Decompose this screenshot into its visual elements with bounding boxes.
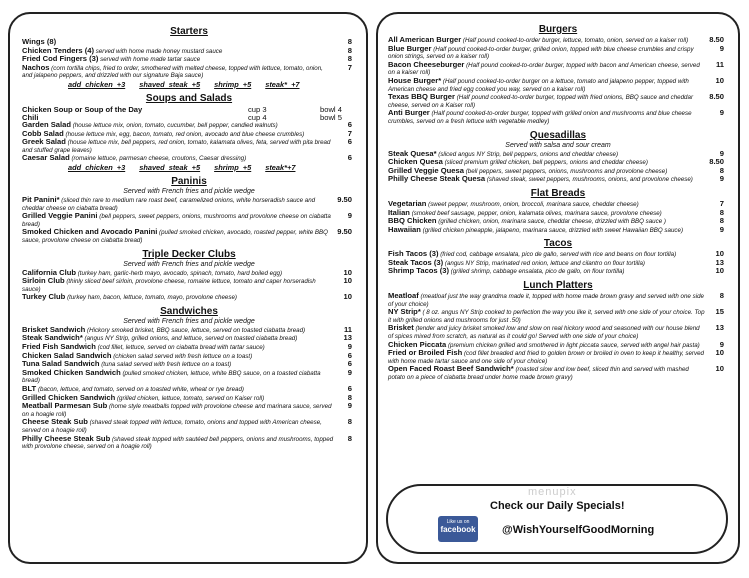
menu-item (388, 324, 728, 340)
menu-item-description: served with home made honey mustard sauce (95, 47, 223, 55)
menu-item-name: Cobb Salad (22, 128, 64, 138)
menu-item-description: (thinly sliced beef sirloin, provolone cheese, romaine lettuce, tomato and caper horseradish sauce) (22, 278, 316, 293)
starters-addons (68, 80, 356, 89)
menu-item-price: 9 (719, 43, 724, 53)
menu-item-price: 9 (347, 342, 352, 352)
menu-item (22, 121, 356, 130)
menu-item-name: BLT (22, 384, 37, 394)
menu-item-price: 10 (715, 364, 724, 374)
menu-item-description: (shaved steak, sweet peppers, mushrooms, onions, and provolone cheese) (486, 176, 693, 184)
menu-item-name: BBQ Chicken (388, 216, 437, 226)
menu-item (388, 45, 728, 61)
menu-item-price: 6 (347, 350, 352, 360)
menu-item (22, 212, 356, 228)
menu-item-description: (grilled chicken pineapple, jalapeno, marinara sauce, drizzled with sweet Hawaiian BBQ sauce) (422, 226, 684, 234)
clubs-list (22, 269, 356, 302)
menu-item-description: (tender and juicy brisket smoked low and slow on real hickory wood and seasoned with our house blend of spices mixed from scratch, as natural as it could go! Served with one side of your choice) (388, 325, 700, 341)
right-menu-panel (376, 12, 740, 564)
menu-item (22, 293, 356, 302)
menu-item-name: Brisket Sandwich (22, 324, 86, 334)
menu-item-name: Grilled Veggie Quesa (388, 165, 464, 175)
menu-item-name: Fried or Broiled Fish (388, 348, 463, 358)
menu-item-price: 13 (715, 257, 724, 267)
menu-item-description: (house lettuce mix, bell peppers, red onion, tomato, kalamata olives, feta, served with pita bread and stuffed grape leaves) (22, 139, 331, 154)
menu-item-price: 8 (347, 45, 352, 55)
menu-item-description: served with home made tartar sauce (100, 56, 201, 64)
facebook-like-text: Like us on (446, 519, 470, 525)
menu-item-name: Cheese Steak Sub (22, 417, 88, 427)
menu-item (22, 435, 356, 451)
menu-item-name: Hawaiian (388, 224, 421, 234)
menu-item-name: Fish Tacos (3) (388, 249, 439, 259)
menu-item-description: (angus NY Strip, marinated red onion, lettuce and cilantro on flour tortilla) (444, 259, 645, 267)
menu-item (388, 93, 728, 109)
menu-item-description: (meatloaf just the way grandma made it, topped with home made brown gravy and served with one side of your choice) (388, 293, 704, 308)
menu-item-price: 8 (347, 54, 352, 64)
soup-name: Chicken Soup or Soup of the Day (22, 104, 143, 114)
menu-item-price: 8 (719, 291, 724, 301)
menu-item-description: (fried cod, cabbage ensalata, pico de gallo, served with rice and beans on flour tortilla) (440, 251, 677, 259)
tacos-list (388, 250, 728, 276)
menu-item-price: 10 (715, 75, 724, 85)
menu-item (388, 226, 728, 235)
menu-item-description: (sweet pepper, mushroom, onion, broccoli, marinara sauce, cheddar cheese) (428, 200, 639, 208)
menu-item (388, 349, 728, 365)
menu-item-price: 6 (347, 153, 352, 163)
chili-cup-price: cup 4 (248, 112, 267, 122)
menu-item-price: 9.50 (337, 194, 352, 204)
menu-item (22, 55, 356, 64)
daily-specials-text: Check our Daily Specials! (490, 500, 625, 512)
menu-item-name: Texas BBQ Burger (388, 92, 455, 102)
menu-item-description: (house lettuce mix, egg, bacon, tomato, red onion, avocado and blue cheese crumbles) (65, 130, 305, 138)
menu-item-name: Meatloaf (388, 291, 419, 301)
menu-item-price: 9 (719, 339, 724, 349)
addon-shaved-steak: shaved steak +5 (139, 79, 201, 89)
menu-item-name: Chicken Salad Sandwich (22, 350, 112, 360)
menu-item (22, 138, 356, 154)
menu-item-description: (bell peppers, sweet peppers, onions, mushrooms and provolone cheese on ciabatta bread) (22, 213, 331, 228)
menu-item-name: Steak Tacos (3) (388, 257, 444, 267)
menu-item-description: (cod fillet, lettuce, served on ciabatta bread with tartar sauce) (97, 344, 265, 352)
menu-item-description: (turkey ham, garlic-herb mayo, avocado, spinach, tomato, hard boiled egg) (77, 269, 283, 277)
menu-item-name: Steak Quesa* (388, 148, 437, 158)
menu-item-description: (shaved steak topped with lettuce, tomato, onions and topped with American cheese, served on a hoagie roll) (22, 419, 322, 434)
lunch-list (388, 292, 728, 382)
menu-item-price: 7 (347, 62, 352, 72)
chili-bowl-price: bowl 5 (320, 112, 342, 122)
menu-item-description: (bacon, lettuce, and tomato, served on a toasted white, wheat or rye bread) (37, 386, 244, 394)
menu-item-name: Grilled Chicken Sandwich (22, 392, 116, 402)
menu-item-description: (grilled chicken, onion, marinara sauce, cheddar cheese, drizzled with BBQ sauce ) (438, 218, 666, 226)
clubs-subtitle: Served with French fries and pickle wedge (123, 260, 255, 268)
menu-item-name: All American Burger (388, 35, 462, 44)
menu-item-name: California Club (22, 267, 77, 277)
menu-item (388, 217, 728, 226)
menu-item-price: 8 (719, 165, 724, 175)
menu-item-name: Pit Panini* (22, 194, 60, 204)
menu-item-description: (sliced premium grilled chicken, bell peppers, onions and cheddar cheese) (444, 159, 648, 167)
menu-item-description: (angus NY Strip, grilled onions, and lettuce, served on toasted ciabatta bread) (84, 335, 298, 343)
menu-item-description: ( 8 oz. angus NY Strip cooked to perfection the way you like it, served with one side of your choice. Top it with grilled onions and mushrooms for just .50) (388, 309, 705, 324)
addon-shrimp: shrimp +5 (214, 162, 252, 172)
flatbreads-list (388, 200, 728, 234)
menu-item-price: 11 (715, 59, 724, 69)
menu-item-name: Chicken Tenders (4) (22, 45, 95, 55)
soup-cup-price: cup 3 (248, 104, 267, 114)
menu-item (388, 308, 728, 324)
addon-shrimp: shrimp +5 (214, 79, 252, 89)
daily-specials-box (386, 484, 728, 554)
menu-item-name: Fried Cod Fingers (3) (22, 54, 99, 64)
menu-item-price: 8.50 (709, 92, 724, 102)
menu-item-price: 15 (715, 307, 724, 317)
menu-item-description: (cod fillet breaded and fried to golden brown or broiled in oven to keep it healthy, served with home made tartar sauce and one side of your choice) (388, 350, 704, 365)
menu-item-price: 8 (347, 37, 352, 46)
burgers-list (388, 36, 728, 126)
menu-item-description: (premium chicken grilled and smothered in light piccata sauce, served with angel hair pasta) (447, 341, 700, 349)
menu-item-description: (Hickory smoked brisket, BBQ sauce, lettuce, served on toasted ciabatta bread) (87, 326, 306, 334)
paninis-list (22, 196, 356, 245)
menu-item-description: (Half pound cooked-to-order burger, topped with fried onions, BBQ sauce and cheddar cheese, served on a Kaiser roll) (388, 94, 694, 109)
menu-item-name: Shrimp Tacos (3) (388, 266, 450, 276)
menu-item-name: Anti Burger (388, 108, 430, 118)
menu-item (388, 209, 728, 218)
menu-item-name: Tuna Salad Sandwich (22, 359, 100, 369)
menu-item-price: 7 (347, 128, 352, 138)
menu-item-description: (sliced thin rare to medium rare roast beef, caramelized onions, white horseradish sauce and cheddar cheese on ciabatta bread) (22, 196, 316, 212)
menu-item-name: Bacon Cheeseburger (388, 59, 465, 69)
menu-item (22, 277, 356, 293)
menu-item-price: 13 (343, 333, 352, 343)
section-title-quesadillas: Quesadillas (529, 129, 587, 141)
menu-item-name: Philly Cheese Steak Quesa (388, 174, 486, 184)
menu-item-price: 10 (343, 292, 352, 302)
menu-item-price: 6 (347, 119, 352, 129)
sandwiches-list (22, 326, 356, 451)
menu-item-price: 10 (715, 266, 724, 276)
menu-item (388, 365, 728, 381)
menu-item (22, 154, 356, 163)
menu-item (388, 175, 728, 184)
section-title-tacos: Tacos (543, 238, 573, 250)
menu-item-price: 9 (719, 174, 724, 184)
menu-item-price: 8 (347, 433, 352, 443)
addon-shaved-steak: shaved steak +5 (139, 162, 201, 172)
menu-item-price: 8 (719, 207, 724, 217)
menu-item-name: Garden Salad (22, 119, 71, 129)
addon-steak: steak*+7 (265, 162, 296, 172)
menu-item-description: (smoked beef sausage, pepper, onion, kalamata olives, marinara sauce, provolone cheese) (411, 209, 662, 217)
menu-item-description: (roasted slow and low beef, sliced thin and served with mashed potato on a piece of ciabatta bread under home made brown gravy) (388, 366, 689, 381)
section-title-clubs: Triple Decker Clubs (142, 248, 236, 260)
menu-item-name: House Burger* (388, 75, 442, 85)
menu-item (388, 109, 728, 125)
menu-item-price: 8.50 (709, 35, 724, 44)
menu-item-price: 8 (347, 417, 352, 427)
menu-item-description: (Half pound cooked-to-order burger, topped with bacon and American cheese, served on a kaiser roll) (388, 61, 700, 77)
menu-item-price: 6 (347, 384, 352, 394)
menu-item (22, 228, 356, 244)
menu-item-name: NY Strip* (388, 307, 421, 317)
menu-item-name: Caesar Salad (22, 153, 70, 163)
menu-item-price: 11 (343, 324, 352, 334)
menu-item-name: Vegetarian (388, 198, 427, 208)
addon-steak: steak* +7 (265, 79, 300, 89)
menu-item-description: (pulled smoked chicken, avocado, roasted pepper, white BBQ sauce, provolone cheese on ciabatta bread) (22, 229, 328, 244)
menu-item-price: 9 (347, 367, 352, 377)
menu-item-price: 10 (715, 249, 724, 259)
menu-item-price: 8 (719, 216, 724, 226)
menu-item-price: 13 (715, 323, 724, 333)
quesadillas-list (388, 150, 728, 184)
menu-item (388, 77, 728, 93)
menu-item-description: (turkey ham, bacon, lettuce, tomato, mayo, provolone cheese) (67, 294, 237, 302)
menu-item-name: Nachos (22, 62, 50, 72)
menu-item-description: (sliced angus NY Strip, bell peppers, onions and cheddar cheese) (438, 150, 619, 158)
menu-item-price: 9 (719, 148, 724, 158)
menu-item-name: Blue Burger (388, 43, 432, 53)
menu-item-name: Chicken Piccata (388, 339, 447, 349)
menu-item-description: (romaine lettuce, parmesan cheese, croutons, Caesar dressing) (71, 155, 247, 163)
menu-item-description: (Half pound cooked-to-order burger, lettuce, tomato, onion, served on a kaiser roll) (462, 37, 689, 44)
menu-item-price: 6 (347, 359, 352, 369)
menu-item-name: Turkey Club (22, 292, 66, 302)
facebook-like-badge[interactable] (438, 516, 478, 542)
menu-item-name: Meatball Parmesan Sub (22, 401, 108, 411)
watermark: menupix (528, 486, 577, 498)
facebook-handle[interactable]: @WishYourselfGoodMorning (502, 524, 655, 536)
menu-item (388, 267, 728, 276)
salads-list (22, 121, 356, 163)
menu-item-price: 9 (347, 211, 352, 221)
menu-item-description: (bell peppers, sweet peppers, onions, mushrooms and provolone cheese) (465, 167, 668, 175)
quesadillas-subtitle: Served with salsa and sour cream (505, 141, 611, 149)
chili-name: Chili (22, 112, 39, 122)
menu-item (22, 196, 356, 212)
facebook-logo-text: facebook (440, 525, 476, 534)
menu-item-price: 10 (715, 348, 724, 358)
menu-item-name: Greek Salad (22, 137, 66, 147)
menu-item-price: 10 (343, 267, 352, 277)
menu-item-description: (Half pound cooked-to-order burger, grilled onion, topped with blue cheese crumbles and crispy onion strings, served on a kaiser roll) (388, 45, 694, 61)
menu-item-description: (Half pound cooked-to-order burger, topped with grilled onion and mushrooms and blue cheese crumbles, served on a fresh lettuce with vegetable medley) (388, 110, 692, 125)
left-menu-panel (8, 12, 368, 564)
menu-item-price: 6 (347, 137, 352, 147)
menu-item-description: (pulled smoked chicken, lettuce, white BBQ sauce, on a toasted ciabatta bread) (22, 369, 321, 385)
menu-item-description: (shaved steak topped with sautéed bell peppers, onions and mushrooms, topped with provolone cheese, served on a hoagie roll) (22, 435, 334, 451)
soup-bowl-price: bowl 4 (320, 104, 342, 114)
menu-item-price: 7 (719, 198, 724, 208)
chili-row (22, 113, 356, 121)
menu-item (388, 36, 728, 45)
menu-item-price: 9 (347, 401, 352, 411)
menu-item-name: Philly Cheese Steak Sub (22, 433, 111, 443)
section-title-soups-salads: Soups and Salads (145, 92, 233, 104)
menu-item (22, 269, 356, 278)
paninis-subtitle: Served with French fries and pickle wedge (123, 187, 255, 195)
menu-item-description: (home style meatballs topped with provolone cheese and marinara sauce, served on a hoagie roll) (22, 403, 332, 418)
menu-item (22, 418, 356, 434)
menu-item-price: 9.50 (337, 227, 352, 237)
section-title-sandwiches: Sandwiches (160, 305, 218, 317)
section-title-paninis: Paninis (171, 175, 207, 187)
menu-item-name: Italian (388, 207, 410, 217)
menu-item-name: Smoked Chicken and Avocado Panini (22, 227, 158, 237)
menu-item-name: Fried Fish Sandwich (22, 342, 96, 352)
menu-item-name: Chicken Quesa (388, 157, 443, 167)
menu-item-name: Smoked Chicken Sandwich (22, 367, 121, 377)
menu-item-price: 8 (347, 392, 352, 402)
menu-item-name: Brisket (388, 323, 414, 333)
section-title-starters: Starters (170, 26, 208, 37)
menu-item-description: (grilled shrimp, cabbage ensalata, pico de gallo, on flour tortilla) (450, 268, 625, 276)
menu-item-name: Grilled Veggie Panini (22, 211, 98, 221)
addon-chicken: add chicken +3 (68, 79, 126, 89)
menu-item (388, 61, 728, 77)
menu-item-name: Sirloin Club (22, 276, 65, 286)
menu-item-price: 8.50 (709, 157, 724, 167)
menu-item-description: (tuna salad served with fresh lettuce on a toast) (101, 361, 232, 369)
menu-item (22, 64, 356, 80)
salads-addons (68, 163, 356, 172)
menu-item (388, 200, 728, 209)
menu-item (22, 130, 356, 139)
menu-item (22, 369, 356, 385)
menu-item-description: (house lettuce mix, onion, tomato, cucumber, bell pepper, candied walnuts) (72, 121, 278, 129)
menu-item-name: Wings (8) (22, 37, 57, 46)
menu-item-description: (grilled chicken, lettuce, tomato, served on Kaiser roll) (117, 394, 265, 402)
section-title-lunch-platters: Lunch Platters (523, 280, 593, 292)
menu-item (388, 292, 728, 308)
menu-item (22, 402, 356, 418)
menu-item-price: 10 (343, 276, 352, 286)
menu-item-price: 9 (719, 108, 724, 118)
menu-item-name: Open Faced Roast Beef Sandwich* (388, 364, 514, 374)
sandwiches-subtitle: Served with French fries and pickle wedge (123, 317, 255, 325)
addon-chicken: add chicken +3 (68, 162, 126, 172)
menu-item-description: (chicken salad served with fresh lettuce on a toast) (113, 352, 253, 360)
menu-item-name: Steak Sandwich* (22, 333, 83, 343)
menu-item-description: (Half pound cooked-to-order burger on a lettuce, tomato and jalapeno pepper, topped with American cheese and fried egg cooked you way, served on a kaiser roll) (388, 77, 689, 93)
section-title-flatbreads: Flat Breads (530, 187, 586, 199)
starters-list (22, 38, 356, 80)
soup-row (22, 105, 356, 113)
menu-item-price: 9 (719, 224, 724, 234)
menu-item-description: (corn tortilla chips, fried to order, smothered with melted cheese, topped with lettuce, tomato, onion, and jalapeno peppers, and drizzled with our signature Baja sauce) (22, 64, 323, 80)
section-title-burgers: Burgers (538, 24, 578, 35)
